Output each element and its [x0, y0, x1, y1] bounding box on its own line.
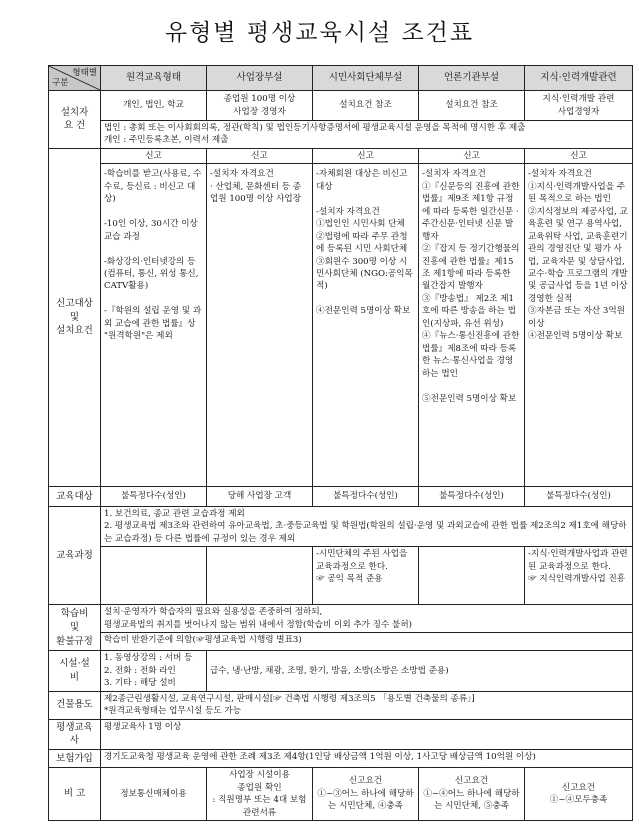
col-header-knowledge: 지식·인력개발관련: [525, 66, 633, 91]
report-sub-media: 신고: [419, 150, 524, 164]
fee-row-bottom: [49, 633, 633, 651]
remark-cell-remote: 정보통신매체이용: [101, 768, 207, 821]
col-header-media: 언론기관부설: [419, 66, 525, 91]
header-row: [49, 66, 633, 91]
fee-label: 학습비 및 환불규정: [49, 605, 101, 651]
course-cell-media: [419, 547, 525, 605]
staff-label: 평생교육사: [49, 719, 101, 750]
course-cell-knowledge: -지식·인력개발사업과 관련된 교육과정으로 한다. ☞ 지식인력개발사업 진흥: [525, 547, 633, 605]
report-text-civic: -자체회원 대상은 비신고 대상 -설치자 자격요건 ①법인인 시민사회 단체 ②법령에 따라 주무 관청에 등록된 시민 사회단체 ③회원수 300명 이상 시민사회단체 (NGO:공익목적) ④전문인력 5명이상 확보: [316, 169, 413, 317]
target-label: 교육대상: [49, 486, 101, 506]
report-cell-workplace: [207, 148, 313, 486]
remark-cell-media: 신고요건 ①~④어느 하나에 해당하는 시민단체, ⑤충족: [419, 768, 525, 821]
col-header-workplace: 사업장부설: [207, 66, 313, 91]
insurance-text: 경기도교육청 평생교육 운영에 관한 조례 제3조 제4항(1인당 배상금액 1억원 이상, 1사고당 배상금액 10억원 이상): [101, 750, 633, 768]
remark-label: 비 고: [49, 768, 101, 821]
col-header-civic: 시민사회단체부설: [313, 66, 419, 91]
target-row: [49, 486, 633, 506]
facility-common: 급수, 냉·난방, 채광, 조명, 환기, 방음, 소방(소방은 소방법 준용): [207, 651, 633, 691]
setup-label: 설치자 요 건: [49, 91, 101, 149]
insurance-row: [49, 750, 633, 768]
report-sub-civic: 신고: [313, 150, 418, 164]
fee-text-1: 설치·운영자가 학습자의 필요와 실용성을 존중하여 정하되, 평생교육법의 취지를 벗어나지 않는 범위 내에서 정함(학습비 이외 추가 징수 불허): [101, 605, 633, 633]
course-row-top: [49, 506, 633, 546]
facility-row: [49, 651, 633, 691]
fee-text-2: 학습비 반환기준에 의함(☞평생교육법 시행령 별표3): [101, 633, 633, 651]
report-sub-knowledge: 신고: [525, 150, 632, 164]
course-label: 교육과정: [49, 506, 101, 604]
report-text-knowledge: -설치자 자격요건 ①지식·인력개발사업을 주된 목적으로 하는 법인 ②지식정보의 제공사업, 교육훈련 및 연구 용역사업, 교육위탁 사업, 교육훈련기관의 경영진단 및 평가 사업, 교육자문 및 상담사업, 교수·학습 프로그램의 개발 및 공급사업 등을 1년 이상 경영한 실적 ③자본금 또는 자산 3억원 이상 ④전문인력 5명이상 확보: [528, 169, 628, 342]
building-label: 건물용도: [49, 691, 101, 719]
course-cell-workplace: [207, 547, 313, 605]
fee-row-top: [49, 605, 633, 633]
report-text-workplace: -설치자 자격요건 · 산업체, 문화센터 등 종업원 100명 이상 사업장: [210, 169, 302, 205]
remark-cell-knowledge: 신고요건 ①~④모두충족: [525, 768, 633, 821]
page-title: 유형별 평생교육시설 조건표: [164, 20, 475, 46]
course-cell-remote: [101, 547, 207, 605]
staff-row: [49, 719, 633, 750]
report-row: [49, 148, 633, 486]
setup-note: 법인 : 총회 또는 이사회회의록, 정관(학칙) 및 법인등기사항증명서에 평생교육시설 운영을 목적에 명시한 후 제출 개인 : 주민등록초본, 이력서 제출: [101, 121, 633, 149]
report-sub-workplace: 신고: [207, 150, 312, 164]
facility-remote: 1. 동영상강의 : 서버 등 2. 전화 : 전화 라인 3. 기타 : 해당 설비: [101, 651, 207, 691]
target-cell-knowledge: 불특정다수(성인): [525, 486, 633, 506]
setup-cell-media: 설치요건 참조: [419, 91, 525, 121]
setup-cell-civic: 설치요건 참조: [313, 91, 419, 121]
setup-note-row: [49, 121, 633, 149]
report-cell-remote: [101, 148, 207, 486]
course-common: 1. 보건의료, 종교 관련 교습과정 제외 2. 평생교육법 제3조와 관련하여 유아교육법, 초·중등교육법 및 학원법(학원의 설립·운영 및 과외교습에 관한 법률 제2조의2 제1호에 해당하는 교습과정) 등 다른 법률에 규정이 있는 경우 제외: [101, 506, 633, 546]
corner-top-label: 형태별: [72, 68, 97, 78]
target-cell-remote: 불특정다수(성인): [101, 486, 207, 506]
report-cell-knowledge: [525, 148, 633, 486]
remark-cell-civic: 신고요건 ①~③어느 하나에 해당하는 시민단체, ④충족: [313, 768, 419, 821]
report-cell-civic: [313, 148, 419, 486]
building-row: [49, 691, 633, 719]
col-header-remote: 원격교육형태: [101, 66, 207, 91]
target-cell-media: 불특정다수(성인): [419, 486, 525, 506]
setup-cell-workplace: 종업원 100명 이상 사업장 경영자: [207, 91, 313, 121]
target-cell-workplace: 당해 사업장 고객: [207, 486, 313, 506]
remark-cell-workplace: 사업장 시설이용 종업원 확인 : 직원명부 또는 4대 보험관련서류: [207, 768, 313, 821]
corner-header-cell: [49, 66, 101, 91]
building-text: 제2종근린생활시설, 교육연구시설, 판매시설[☞ 건축법 시행령 제3조의5 「용도별 건축물의 종류」] *원격교육형태는 업무시설 등도 가능: [101, 691, 633, 719]
course-row-bottom: [49, 547, 633, 605]
condition-table: [48, 65, 633, 821]
staff-text: 평생교육사 1명 이상: [101, 719, 633, 750]
corner-bottom-label: 구분: [52, 77, 69, 88]
course-cell-civic: -시민단체의 주된 사업을 교육과정으로 한다. ☞ 공익 목적 준용: [313, 547, 419, 605]
facility-label: 시설·설 비: [49, 651, 101, 691]
setup-cell-knowledge: 지식·인력개발 관련 사업경영자: [525, 91, 633, 121]
target-cell-civic: 불특정다수(성인): [313, 486, 419, 506]
report-text-remote: -학습비를 받고(사용료, 수수료, 등신료 : 비신고 대상) -10인 이상, 30시간 이상 교습 과정 -화상강의·인터넷강의 등(컴퓨터, 통신, 위성 통신, CATV활용) -『학원의 설립 운영 및 과외 교습에 관한 법률』상 "원격학원"은 제외: [104, 169, 202, 342]
report-label: 신고대상 및 설치요건: [49, 148, 101, 486]
report-text-media: -설치자 자격요건 ①『신문등의 진흥에 관한 법률』제9조 제1항 규정에 따라 등록한 일간신문 ·주간신문·인터넷 신문 발행자 ②『잡지 등 정기간행물의 진흥에 관한 법률』제15조 제1항에 따라 등록한 월간잡지 발행자 ③『방송법』 제2조 제1호에 따른 방송을 하는 법인(지상파, 유선 위성) ④『뉴스·통신진흥에 관한법률』제8조에 따라 등록한 뉴스·통신사업을 경영하는 법인 ⑤전문인력 5명이상 확보: [422, 169, 520, 404]
insurance-label: 보험가입: [49, 750, 101, 768]
report-sub-remote: 신고: [101, 150, 206, 164]
remark-row: [49, 768, 633, 821]
setup-cell-remote: 개인, 법인, 학교: [101, 91, 207, 121]
setup-row: [49, 91, 633, 121]
report-cell-media: [419, 148, 525, 486]
